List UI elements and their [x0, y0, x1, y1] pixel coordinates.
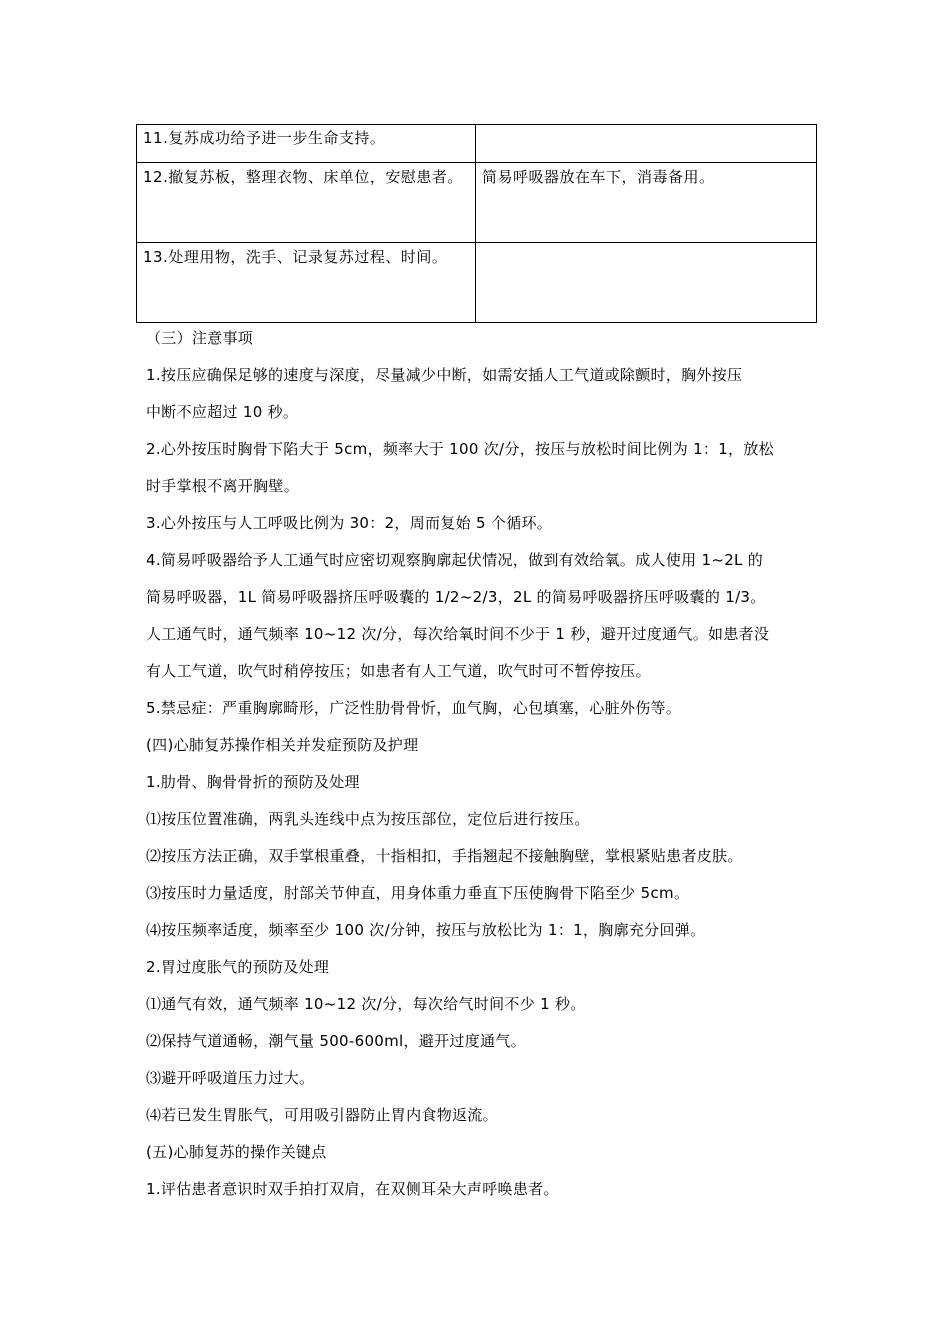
table-cell-step — [137, 163, 476, 243]
list-item: ⑷若已发生胃胀气，可用吸引器防止胃内食物返流。 — [146, 1106, 498, 1124]
paragraph-line: 3.心外按压与人工呼吸比例为 30：2，周而复始 5 个循环。 — [146, 514, 553, 532]
list-item: ⑵按压方法正确，双手掌根重叠，十指相扣，手指翘起不接触胸壁，掌根紧贴患者皮肤。 — [146, 847, 743, 865]
table-cell-step — [137, 243, 476, 323]
list-item: ⑶按压时力量适度，肘部关节伸直，用身体重力垂直下压使胸骨下陷至少 5cm。 — [146, 884, 690, 902]
section-heading-notes: （三）注意事项 — [146, 329, 254, 347]
list-item: ⑷按压频率适度，频率至少 100 次/分钟，按压与放松比为 1：1，胸廓充分回弹。 — [146, 921, 706, 939]
paragraph-line: 有人工气道，吹气时稍停按压；如患者有人工气道，吹气时可不暂停按压。 — [146, 662, 651, 680]
list-item: ⑴按压位置准确，两乳头连线中点为按压部位，定位后进行按压。 — [146, 810, 590, 828]
paragraph-line: 1.按压应确保足够的速度与深度，尽量减少中断，如需安插人工气道或除颤时，胸外按压 — [146, 366, 743, 384]
step-12-note: 简易呼吸器放在车下，消毒备用。 — [482, 168, 715, 186]
table-cell-note — [476, 243, 817, 323]
table-row — [137, 163, 817, 243]
step-11-note — [482, 125, 810, 126]
step-13-text: 13.处理用物，洗手、记录复苏过程、时间。 — [143, 248, 448, 266]
list-item: ⑵保持气道通畅，潮气量 500-600ml，避开过度通气。 — [146, 1032, 526, 1050]
step-12-text: 12.撤复苏板，整理衣物、床单位，安慰患者。 — [143, 168, 463, 186]
paragraph-line: 2.心外按压时胸骨下陷大于 5cm，频率大于 100 次/分，按压与放松时间比例为 1：1，放松 — [146, 440, 774, 458]
section-heading-keypoints: (五)心肺复苏的操作关键点 — [146, 1143, 327, 1161]
table-row — [137, 243, 817, 323]
document-body — [146, 320, 816, 1208]
list-item: ⑴通气有效，通气频率 10~12 次/分，每次给气时间不少 1 秒。 — [146, 995, 586, 1013]
subsection-title: 2.胃过度胀气的预防及处理 — [146, 958, 330, 976]
list-item: ⑶避开呼吸道压力过大。 — [146, 1069, 315, 1087]
step-11-text: 11.复苏成功给予进一步生命支持。 — [143, 129, 386, 147]
subsection-title: 1.肋骨、胸骨骨折的预防及处理 — [146, 773, 360, 791]
paragraph-line: 时手掌根不离开胸壁。 — [146, 477, 300, 495]
paragraph-line: 5.禁忌症：严重胸廓畸形，广泛性肋骨骨忻，血气胸，心包填塞，心脏外伤等。 — [146, 699, 682, 717]
list-item: 1.评估患者意识时双手拍打双肩，在双侧耳朵大声呼唤患者。 — [146, 1180, 559, 1198]
section-heading-complications: (四)心肺复苏操作相关并发症预防及护理 — [146, 736, 419, 754]
paragraph-line: 中断不应超过 10 秒。 — [146, 403, 299, 421]
paragraph-line: 4.简易呼吸器给予人工通气时应密切观察胸廓起伏情况，做到有效给氧。成人使用 1~2L 的 — [146, 551, 764, 569]
table-cell-note — [476, 163, 817, 243]
paragraph-line: 简易呼吸器，1L 简易呼吸器挤压呼吸囊的 1/2~2/3，2L 的简易呼吸器挤压呼吸囊的 1/3。 — [146, 588, 766, 606]
paragraph-line: 人工通气时，通气频率 10~12 次/分，每次给氧时间不少于 1 秒，避开过度通气。如患者没 — [146, 625, 770, 643]
procedure-table — [136, 124, 817, 323]
